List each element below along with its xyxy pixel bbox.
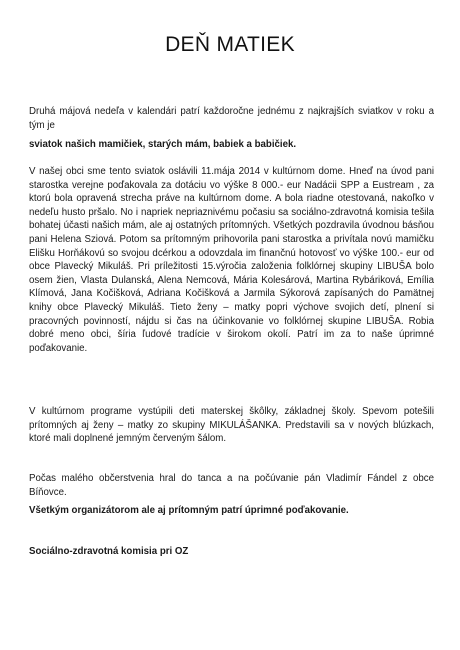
paragraph-celebration: V našej obci sme tento sviatok oslávili 11.mája 2014 v kultúrnom dome. Hneď na úvod pani starostka verejne poďakovala za dotáciu vo výške 8 000.- eur Nadácii SPP a Eustream , za ktorú bola opravená strecha práve na kultúrnom dome. A bola riadne otestovaná, nakoľko v nedeľu husto pršalo. No i napriek nepriaznivému počasiu sa sociálno-zdravotná komisia tešila bohatej účasti našich mám, ale aj ostatných prítomných. Všetkých pozdravila úvodnou básňou pani Helena Sziová. Potom sa prítomným prihovorila pani starostka a privítala novú mamičku Elišku Horňákovú so svojou dcérkou a odovzdala im finančnú hotovosť vo výške 100.- eur od obce Plavecký Mikuláš. Pri príležitosti 15.výročia založenia folklórnej skupiny LIBUŠA bolo osem žien, Vlasta Dulanská, Alena Nemcová, Mária Kolesárová, Martina Rybáriková, Emília Klímová, Jana Kočišková, Adriana Kočišková a Jarmila Sýkorová zapísaných do Pamätnej knihy obce Plavecký Mikuláš. Tieto ženy – matky popri výchove svojich detí, plnení si pracovných povinností, nájdu si čas na účinkovanie vo folklórnej skupine LIBUŠA. Robia dobré meno obci, šíria ľudové tradície v širokom okolí. Patrí im za to naše úprimné poďakovanie. xyxy=(29,166,434,354)
paragraph-thanks: Všetkým organizátorom ale aj prítomným patrí úprimné poďakovanie. xyxy=(29,505,349,516)
paragraph-highlight: sviatok našich mamičiek, starých mám, babiek a babičiek. xyxy=(29,139,297,150)
paragraph-intro: Druhá májová nedeľa v kalendári patrí každoročne jednému z najkrajších sviatkov v roku a tým je xyxy=(29,106,434,131)
signature-committee: Sociálno-zdravotná komisia pri OZ xyxy=(29,546,189,557)
paragraph-program: V kultúrnom programe vystúpili deti materskej škôlky, základnej školy. Spevom potešili prítomných aj ženy – matky zo skupiny MIKULÁŠANKA. Predstavili sa v nových blúzkach, ktoré mali doplnené jemným červeným šálom. xyxy=(29,406,434,445)
document-title: DEŇ MATIEK xyxy=(165,33,295,56)
paragraph-refreshments: Počas malého občerstvenia hral do tanca a na počúvanie pán Vladimír Fándel z obce Bíňovce. xyxy=(29,473,434,498)
